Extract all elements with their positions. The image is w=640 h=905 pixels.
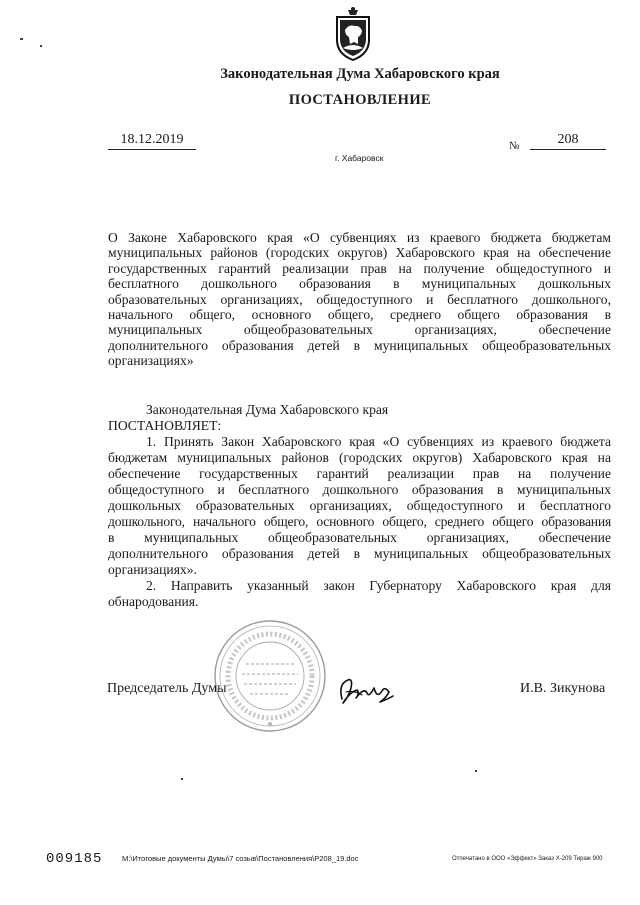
resolves-heading: ПОСТАНОВЛЯЕТ:	[108, 418, 222, 433]
number-sign: №	[509, 140, 520, 152]
subject-line: начального общего, основного общего, среднего общего образования в	[108, 307, 611, 322]
print-info: Отпечатано в ООО «Эффект» Заказ Х-209 Тираж 900	[452, 856, 603, 862]
subject-line-last: организациях»	[108, 353, 194, 368]
city-label: г. Хабаровск	[335, 153, 384, 163]
item1-line: 1. Принять Закон Хабаровского края «О субвенциях из краевого бюджета	[146, 434, 611, 449]
coat-of-arms-emblem	[334, 6, 372, 62]
date-underline	[108, 149, 196, 150]
subject-line: образовательных организациях, общедоступного и бесплатного дошкольного,	[108, 292, 611, 307]
item1-line: дошкольного, начального общего, основного общего, среднего общего образования	[108, 514, 611, 529]
subject-line: бесплатного дошкольного образования в муниципальных дошкольных	[108, 276, 611, 291]
subject-line: дополнительного образования детей в муниципальных общеобразовательных	[108, 338, 611, 353]
number-underline	[530, 149, 606, 150]
document-number: 208	[557, 132, 579, 147]
subject-line: муниципальных районов (городских округов) Хабаровского края на обеспечение	[108, 245, 611, 260]
signer-title: Председатель Думы	[107, 681, 227, 696]
signer-name: И.В. Зикунова	[520, 681, 606, 696]
subject-line: государственных гарантий реализации прав на получение общедоступного и	[108, 261, 611, 276]
item1-line: в муниципальных общеобразовательных организациях, обеспечение	[108, 530, 611, 545]
scan-speck	[181, 778, 183, 780]
file-path: M:\Итоговые документы Думы\7 созыв\Постановления\P208_19.doc	[122, 854, 359, 863]
item1-line: бюджетам муниципальных районов (городских округов) Хабаровского края на	[108, 450, 611, 465]
item2-line-last: обнародования.	[108, 594, 199, 609]
item1-line: дополнительного образования детей в муниципальных общеобразовательных	[108, 546, 611, 561]
item1-line: дошкольных образовательных организациях, общедоступного и бесплатного	[108, 498, 611, 513]
item1-line: обеспечение государственных гарантий реализации прав на получение	[108, 466, 611, 481]
document-type-title: ПОСТАНОВЛЕНИЕ	[288, 92, 432, 108]
document-serial-number: 009185	[46, 851, 103, 867]
item1-line: общедоступного и бесплатного дошкольного образования в муниципальных	[108, 482, 611, 497]
subject-line: О Законе Хабаровского края «О субвенциях из краевого бюджета бюджетам	[108, 230, 611, 245]
handwritten-signature	[336, 672, 396, 708]
item1-line-last: организациях».	[108, 562, 197, 577]
item2-line: 2. Направить указанный закон Губернатору Хабаровского края для	[146, 578, 611, 593]
scan-speck	[40, 45, 42, 47]
issuing-body-title: Законодательная Дума Хабаровского края	[220, 66, 500, 82]
document-date: 18.12.2019	[120, 132, 184, 147]
official-stamp	[212, 618, 328, 734]
preamble: Законодательная Дума Хабаровского края	[146, 402, 389, 417]
subject-line: муниципальных общеобразовательных организациях, обеспечение	[108, 322, 611, 337]
scan-speck	[475, 770, 477, 772]
scan-speck	[20, 38, 23, 40]
